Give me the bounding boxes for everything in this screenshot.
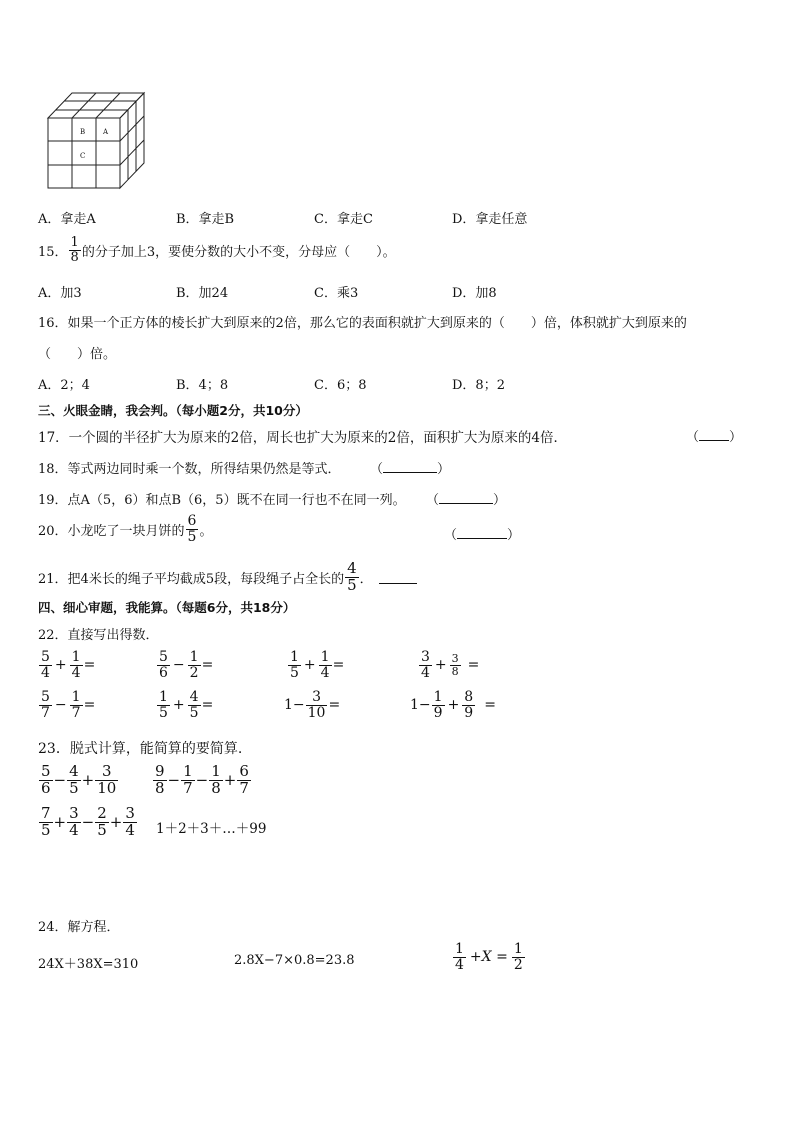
q14-option-b: B．拿走B <box>176 212 235 227</box>
q15-option-a: A．加3 <box>38 286 82 301</box>
q17-answer-blank: （ ） <box>686 430 743 445</box>
cube-label-c: C <box>80 152 86 160</box>
q15-option-d: D．加8 <box>452 286 497 301</box>
q21-text: 21．把4米长的绳子平均截成5段，每段绳子占全长的 <box>38 571 345 587</box>
question-21: 21．把4米长的绳子平均截成5段，每段绳子占全长的 $\frac{4}{5}$ ． <box>38 561 417 594</box>
q19-answer-blank: （ ） <box>426 493 507 508</box>
q16-line1: 16．如果一个正方体的棱长扩大到原来的2倍，那么它的表面积就扩大到原来的（ ）倍，体积就扩大到原来的 <box>38 316 687 331</box>
q15-option-b: B．加24 <box>176 286 229 301</box>
q16-option-a: A．2；4 <box>38 378 90 393</box>
q20-answer-blank: （ ） <box>444 528 521 543</box>
q22-title: 22．直接写出得数． <box>38 628 159 643</box>
q16-line2: （ ）倍。 <box>38 347 117 362</box>
q22-item-6: $\frac{1}{5}$ + $\frac{4}{5}$ = <box>159 689 214 721</box>
section-3-heading: 三、火眼金睛，我会判。（每小题2分，共10分） <box>38 403 308 418</box>
q18-answer-blank: （ ） <box>370 462 451 477</box>
q23-expression-1: $\frac{5}{6}$ − $\frac{4}{5}$ + $\frac{3}{10}$ <box>41 762 117 797</box>
q17-text: 17．一个圆的半径扩大为原来的2倍，周长也扩大为原来的2倍，面积扩大为原来的4倍． <box>38 430 567 446</box>
q23-expression-2: $\frac{9}{8}$ − $\frac{1}{7}$ − $\frac{1}{8}$ + $\frac{6}{7}$ <box>155 762 249 797</box>
q23-expression-3: $\frac{7}{5}$ + $\frac{3}{4}$ − $\frac{2}{5}$ + $\frac{3}{4}$ <box>41 804 135 839</box>
q14-option-d: D．拿走任意 <box>452 212 528 227</box>
q22-item-2: $\frac{5}{6}$ − $\frac{1}{2}$ = <box>159 649 214 681</box>
q22-item-1: $\frac{5}{4}$ + $\frac{1}{4}$ = <box>41 649 96 681</box>
q22-item-7: 1− $\frac{3}{10}$ = <box>284 689 341 721</box>
q22-item-8: 1− $\frac{1}{9}$ + $\frac{8}{9}$ = <box>410 689 496 721</box>
q15-option-c: C．乘3 <box>314 286 359 301</box>
q18-text: 18．等式两边同时乘一个数，所得结果仍然是等式． <box>38 462 341 477</box>
q23-expression-4: 1＋2＋3＋…＋99 <box>156 821 267 837</box>
q22-item-5: $\frac{5}{7}$ − $\frac{1}{7}$ = <box>41 689 96 721</box>
q16-option-b: B．4；8 <box>176 378 229 393</box>
q21-fraction: $\frac{4}{5}$ <box>347 559 357 594</box>
q15-fraction: $\frac{1}{8}$ <box>70 235 79 265</box>
section-4-heading: 四、细心审题，我能算。（每题6分，共18分） <box>38 600 296 615</box>
q24-title: 24．解方程． <box>38 920 120 935</box>
cube-figure <box>40 88 150 190</box>
question-20: 20．小龙吃了一块月饼的 $\frac{6}{5}$ 。 <box>38 513 213 545</box>
q22-item-3: $\frac{1}{5}$ + $\frac{1}{4}$ = <box>290 649 345 681</box>
q21-answer-blank <box>379 571 417 584</box>
q15-text: 的分子加上3，要使分数的大小不变，分母应（ ）。 <box>81 244 396 260</box>
q20-text: 20．小龙吃了一块月饼的 <box>38 523 185 539</box>
cube-label-a: A <box>103 128 109 136</box>
q16-option-d: D．8；2 <box>452 378 505 393</box>
q24-equation-1: 24X＋38X=310 <box>38 957 139 972</box>
q14-option-c: C．拿走C <box>314 212 373 227</box>
cube-label-b: B <box>80 128 86 136</box>
question-15 <box>38 236 396 264</box>
q14-option-a: A．拿走A <box>38 212 96 227</box>
q15-number: 15． <box>38 244 68 260</box>
q23-title: 23．脱式计算，能简算的要简算. <box>38 741 243 757</box>
q19-text: 19．点A（5，6）和点B（6，5）既不在同一行也不在同一列。 <box>38 493 406 508</box>
q16-option-c: C．6；8 <box>314 378 367 393</box>
q20-fraction: $\frac{6}{5}$ <box>187 513 197 545</box>
q24-equation-2: 2.8X−7×0.8=23.8 <box>234 953 355 968</box>
q22-item-4: $\frac{3}{4}$ + $\frac{3}{8}$ = <box>421 649 480 681</box>
q24-equation-3: $\frac{1}{4}$ +X = $\frac{1}{2}$ <box>455 941 523 973</box>
